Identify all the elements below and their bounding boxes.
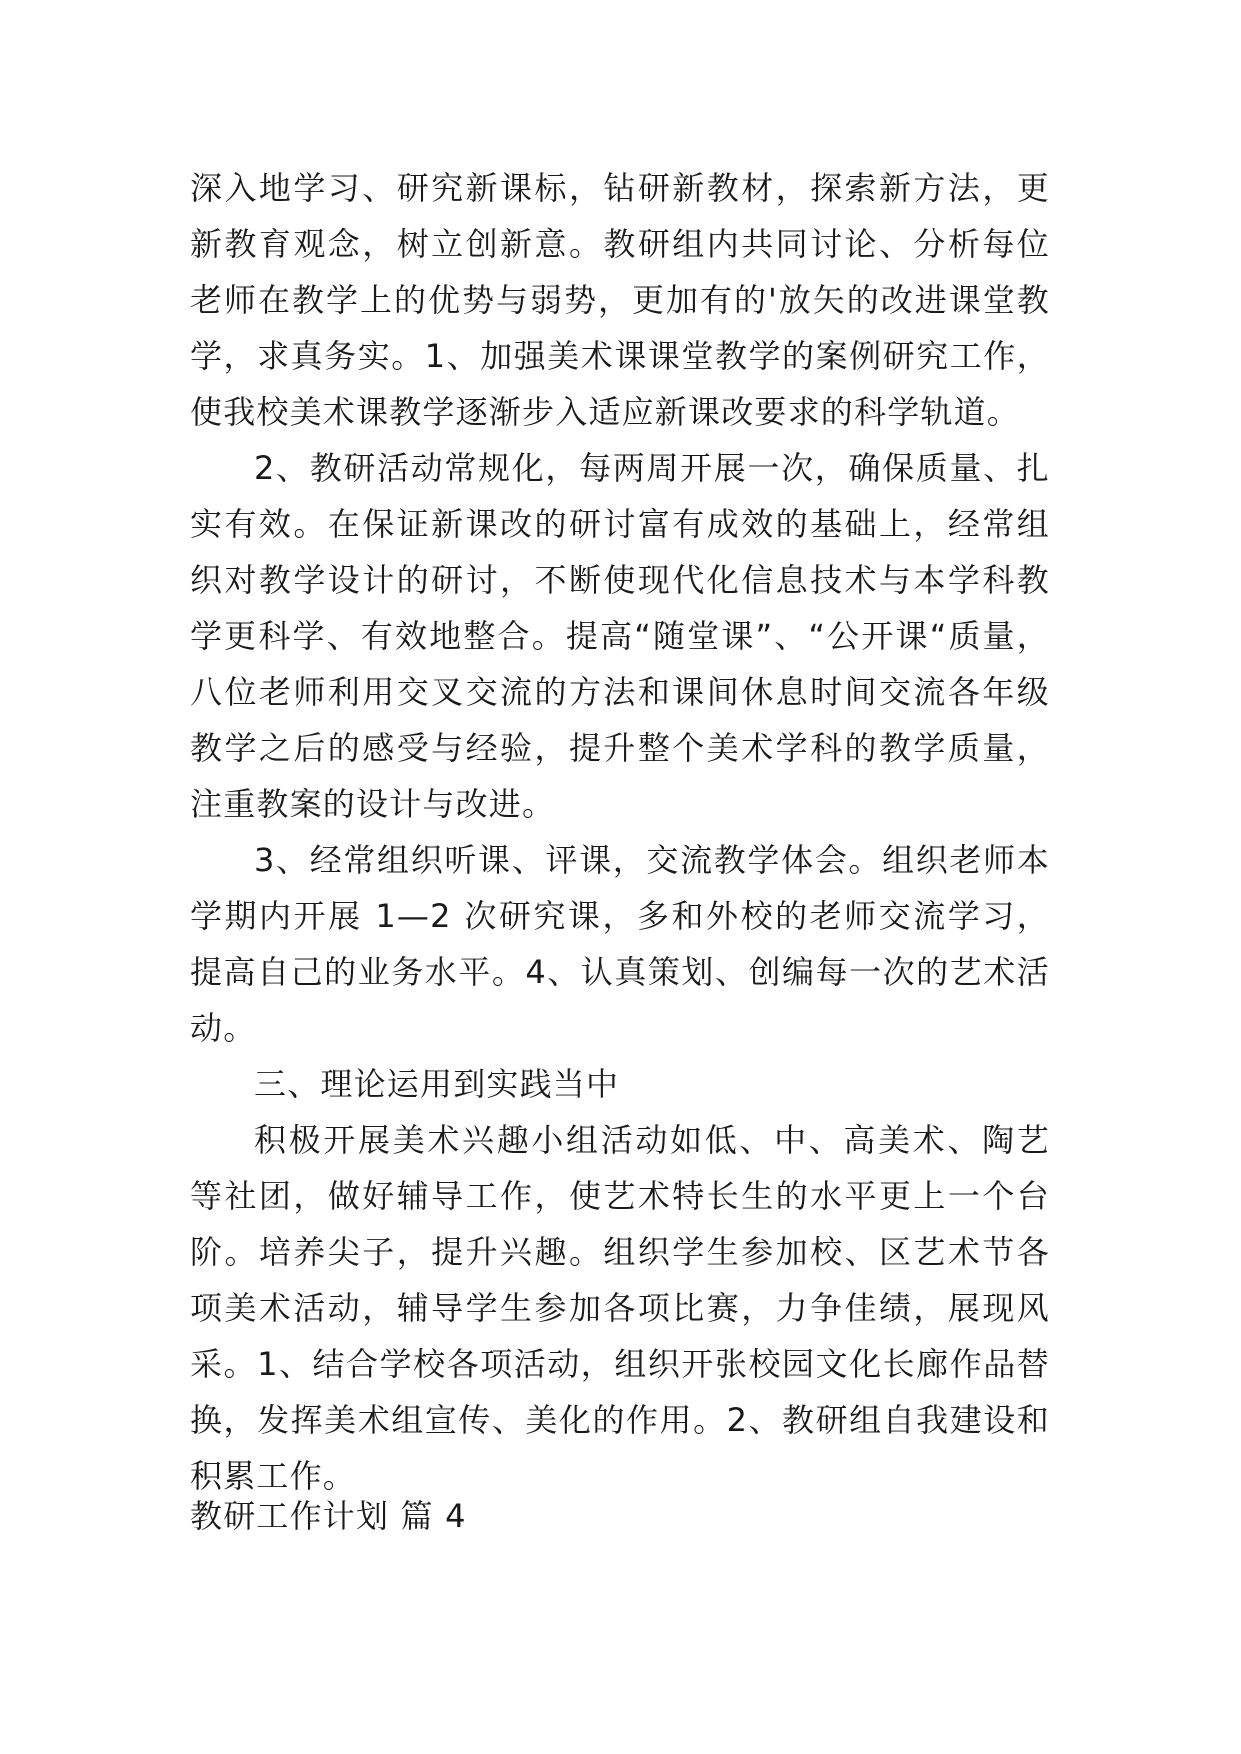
section-subheading: 三、理论运用到实践当中 (254, 1065, 620, 1103)
paragraph-5: 积极开展美术兴趣小组活动如低、中、高美术、陶艺等社团，做好辅导工作，使艺术特长生的水平更上一个台阶。培养尖子，提升兴趣。组织学生参加校、区艺术节各项美术活动，辅导学生参加各项比赛，力争佳绩，展现风采。1、结合学校各项活动，组织开张校园文化长廊作品替换，发挥美术组宣传、美化的作用。2、教研组自我建设和积累工作。 (190, 1121, 1050, 1495)
paragraph-3: 3、经常组织听课、评课，交流教学体会。组织老师本学期内开展 1—2 次研究课，多和外校的老师交流学习，提高自己的业务水平。4、认真策划、创编每一次的艺术活动。 (190, 841, 1050, 1047)
document-body (190, 160, 1050, 1504)
paragraph-1: 深入地学习、研究新课标，钻研新教材，探索新方法，更新教育观念，树立创新意。教研组内共同讨论、分析每位老师在教学上的优势与弱势，更加有的'放矢的改进课堂教学，求真务实。1、加强美术课课堂教学的案例研究工作，使我校美术课教学逐渐步入适应新课改要求的科学轨道。 (190, 169, 1050, 431)
paragraph-2: 2、教研活动常规化，每两周开展一次，确保质量、扎实有效。在保证新课改的研讨富有成效的基础上，经常组织对教学设计的研讨，不断使现代化信息技术与本学科教学更科学、有效地整合。提高“随堂课”、“公开课“质量，八位老师利用交叉交流的方法和课间休息时间交流各年级教学之后的感受与经验，提升整个美术学科的教学质量，注重教案的设计与改进。 (190, 449, 1050, 823)
section-heading: 教研工作计划 篇 4 (190, 1497, 467, 1535)
